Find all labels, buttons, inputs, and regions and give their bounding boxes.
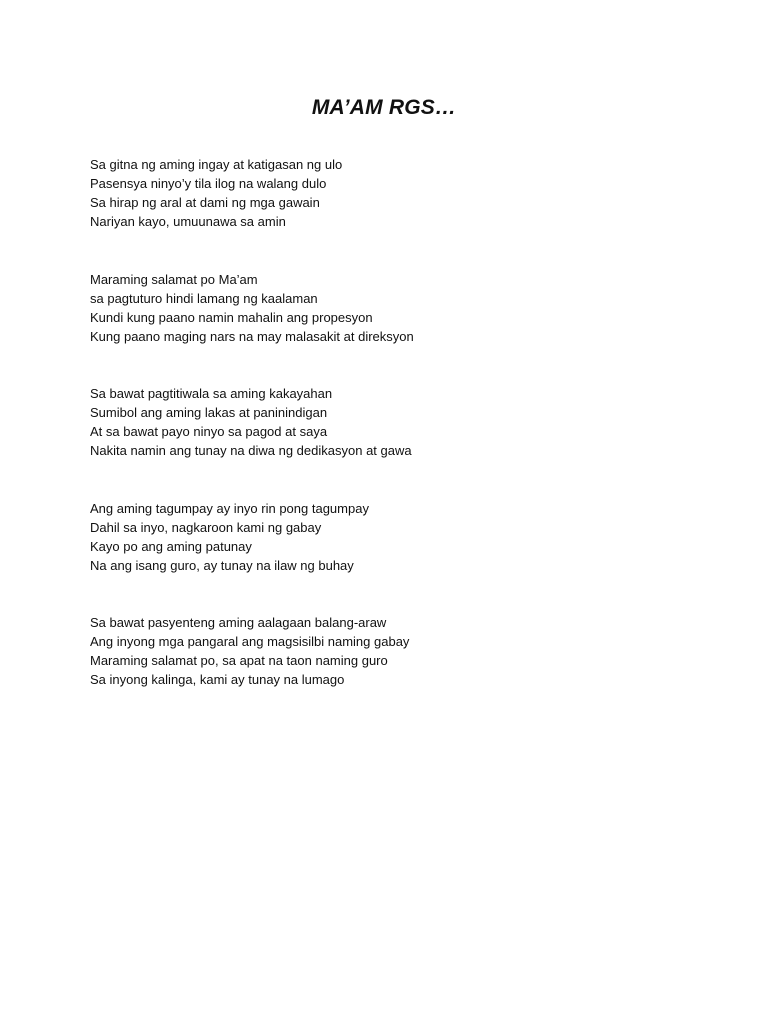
poem-line: Ang inyong mga pangaral ang magsisilbi naming gabay bbox=[90, 634, 410, 649]
poem-line: Na ang isang guro, ay tunay na ilaw ng buhay bbox=[90, 557, 354, 573]
stanza-5 bbox=[90, 613, 710, 689]
poem-line: Nakita namin ang tunay na diwa ng dedikasyon at gawa bbox=[90, 443, 412, 458]
stanza-1 bbox=[90, 155, 710, 231]
poem-line: Kung paano maging nars na may malasakit at direksyon bbox=[90, 328, 414, 344]
poem-title: MA’AM RGS… bbox=[311, 96, 457, 119]
poem-line: Maraming salamat po Ma’am bbox=[90, 271, 258, 287]
poem-line: Sa bawat pagtitiwala sa aming kakayahan bbox=[90, 386, 333, 401]
poem-line: Sa bawat pasyenteng aming aalagaan balang-araw bbox=[90, 615, 387, 630]
stanza-2 bbox=[90, 270, 710, 346]
poem-line: Maraming salamat po, sa apat na taon naming guro bbox=[90, 653, 388, 668]
stanza-3 bbox=[90, 384, 710, 460]
poem-line: Kundi kung paano namin mahalin ang propesyon bbox=[90, 309, 373, 325]
poem-line: Sa inyong kalinga, kami ay tunay na lumago bbox=[90, 672, 345, 687]
stanza-4 bbox=[90, 499, 710, 575]
poem-line: Ang aming tagumpay ay inyo rin pong tagumpay bbox=[90, 500, 369, 516]
poem-line: Nariyan kayo, umuunawa sa amin bbox=[90, 214, 286, 229]
poem-line: Sa hirap ng aral at dami ng mga gawain bbox=[90, 195, 320, 210]
poem-line: Kayo po ang aming patunay bbox=[90, 538, 252, 554]
poem-line: Sa gitna ng aming ingay at katigasan ng ulo bbox=[90, 157, 343, 172]
poem-line: Pasensya ninyo’y tila ilog na walang dulo bbox=[90, 176, 327, 191]
poem-body bbox=[90, 155, 710, 728]
poem-line: At sa bawat payo ninyo sa pagod at saya bbox=[90, 424, 328, 439]
poem-line: Sumibol ang aming lakas at paninindigan bbox=[90, 405, 328, 420]
poem-line: sa pagtuturo hindi lamang ng kaalaman bbox=[90, 290, 318, 306]
poem-line: Dahil sa inyo, nagkaroon kami ng gabay bbox=[90, 519, 322, 535]
